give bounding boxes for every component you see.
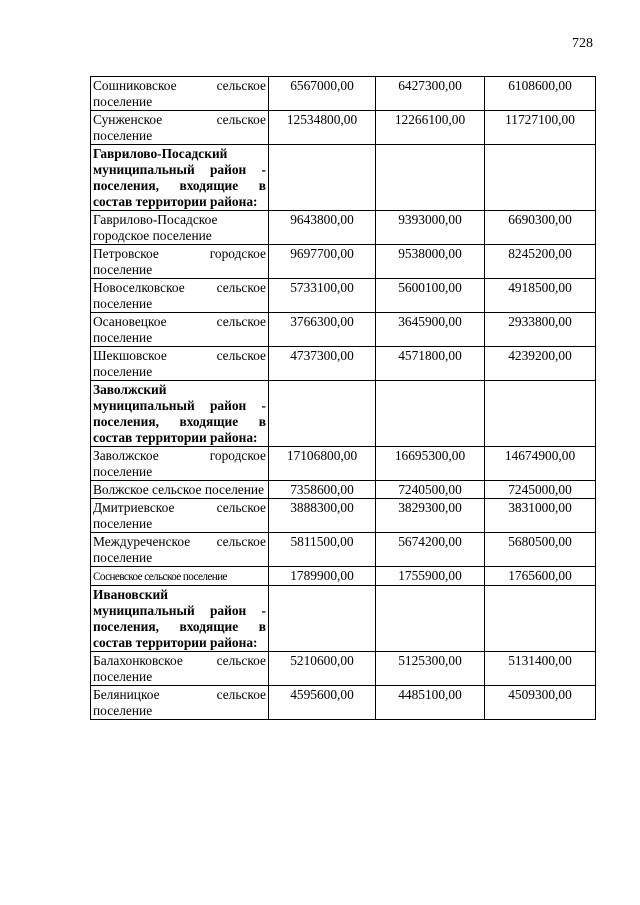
settlement-name-cell: Новоселковское сельское поселение [91,279,269,313]
table-row [91,447,596,481]
value-cell-2: 5674200,00 [376,533,485,567]
region-header-row [91,586,596,652]
value-cell-1: 17106800,00 [269,447,376,481]
value-cell-1: 6567000,00 [269,77,376,111]
settlement-name-cell: Шекшовское сельское поселение [91,347,269,381]
settlement-name-cell: Балахонковское сельское поселение [91,652,269,686]
settlement-name-cell: Волжское сельское поселение [91,481,269,499]
value-cell-1: 7358600,00 [269,481,376,499]
value-cell-3 [485,381,596,447]
value-cell-2: 1755900,00 [376,567,485,586]
settlement-name-cell: Дмитриевское сельское поселение [91,499,269,533]
table-row [91,567,596,586]
settlement-name-cell: Осановецкое сельское поселение [91,313,269,347]
value-cell-3: 2933800,00 [485,313,596,347]
value-cell-3: 6690300,00 [485,211,596,245]
table-row [91,499,596,533]
value-cell-2: 7240500,00 [376,481,485,499]
value-cell-3 [485,145,596,211]
value-cell-2 [376,145,485,211]
value-cell-1 [269,145,376,211]
settlement-name-cell: Заволжское городское поселение [91,447,269,481]
value-cell-1 [269,586,376,652]
settlement-name-cell: Сосневское сельское поселение [91,567,269,586]
value-cell-1: 9643800,00 [269,211,376,245]
value-cell-3: 4239200,00 [485,347,596,381]
value-cell-3: 4509300,00 [485,686,596,720]
settlement-name-cell: Междуреченское сельское поселение [91,533,269,567]
table-row [91,245,596,279]
settlement-name-cell: Сунженское сельское поселение [91,111,269,145]
value-cell-1: 3766300,00 [269,313,376,347]
value-cell-2: 16695300,00 [376,447,485,481]
table-row [91,279,596,313]
value-cell-3: 6108600,00 [485,77,596,111]
value-cell-1: 5811500,00 [269,533,376,567]
value-cell-2: 3829300,00 [376,499,485,533]
value-cell-3: 4918500,00 [485,279,596,313]
value-cell-3: 14674900,00 [485,447,596,481]
table-row [91,347,596,381]
value-cell-3: 11727100,00 [485,111,596,145]
value-cell-2 [376,586,485,652]
table-row [91,533,596,567]
value-cell-3: 1765600,00 [485,567,596,586]
value-cell-3: 8245200,00 [485,245,596,279]
table-row [91,481,596,499]
region-header-row [91,381,596,447]
budget-table [90,76,596,720]
value-cell-1: 12534800,00 [269,111,376,145]
region-name-cell: Ивановский муниципальный район - поселения, входящие в состав территории района: [91,586,269,652]
value-cell-2: 3645900,00 [376,313,485,347]
settlement-name-cell: Беляницкое сельское поселение [91,686,269,720]
page-number: 728 [572,36,593,51]
value-cell-1: 5733100,00 [269,279,376,313]
value-cell-1: 5210600,00 [269,652,376,686]
value-cell-2: 5125300,00 [376,652,485,686]
settlement-name-cell: Петровское городское поселение [91,245,269,279]
value-cell-1: 1789900,00 [269,567,376,586]
value-cell-1 [269,381,376,447]
value-cell-3: 5131400,00 [485,652,596,686]
value-cell-2: 9393000,00 [376,211,485,245]
table-row [91,111,596,145]
table-row [91,77,596,111]
settlement-name-cell: Гаврилово-Посадское городское поселение [91,211,269,245]
settlement-name-cell: Сошниковское сельское поселение [91,77,269,111]
value-cell-2: 9538000,00 [376,245,485,279]
value-cell-1: 4737300,00 [269,347,376,381]
value-cell-1: 3888300,00 [269,499,376,533]
value-cell-2: 12266100,00 [376,111,485,145]
table-row [91,652,596,686]
value-cell-1: 9697700,00 [269,245,376,279]
region-name-cell: Гаврилово-Посадский муниципальный район - поселения, входящие в состав территории района: [91,145,269,211]
value-cell-3: 3831000,00 [485,499,596,533]
value-cell-3 [485,586,596,652]
value-cell-2: 6427300,00 [376,77,485,111]
value-cell-2: 5600100,00 [376,279,485,313]
region-name-cell: Заволжский муниципальный район - поселения, входящие в состав территории района: [91,381,269,447]
value-cell-1: 4595600,00 [269,686,376,720]
value-cell-2: 4571800,00 [376,347,485,381]
region-header-row [91,145,596,211]
value-cell-3: 7245000,00 [485,481,596,499]
table-row [91,313,596,347]
value-cell-3: 5680500,00 [485,533,596,567]
table-row [91,686,596,720]
table-row [91,211,596,245]
value-cell-2: 4485100,00 [376,686,485,720]
value-cell-2 [376,381,485,447]
